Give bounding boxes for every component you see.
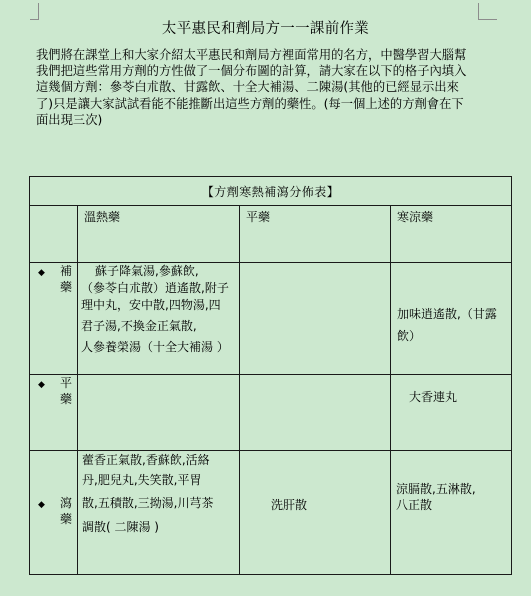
row-label-tonify-text: 補藥 bbox=[60, 264, 73, 294]
formula-line: 藿香正氣散,香蘇飲,活絡 bbox=[82, 453, 210, 467]
formula-line: 洗肝散 bbox=[271, 498, 308, 512]
header-corner-cell[interactable] bbox=[30, 206, 78, 263]
intro-line: 我們把這些常用方劑的方性做了一個分布圖的計算，請大家在以下的格子內填入 bbox=[36, 64, 467, 79]
column-header-warm-label: 溫熱藥 bbox=[84, 210, 121, 224]
column-header-warm[interactable] bbox=[78, 206, 240, 263]
formula-line: 加味逍遙散,（甘露 bbox=[397, 307, 497, 321]
diamond-bullet-icon: ◆ bbox=[38, 500, 45, 510]
cell-tonify-cold[interactable] bbox=[391, 263, 512, 375]
cell-neutral-cold[interactable] bbox=[391, 375, 512, 451]
formula-line: 調散( 二陳湯 ) bbox=[82, 520, 159, 534]
row-label-neutral[interactable] bbox=[30, 375, 78, 451]
formula-line: 丹,肥兒丸,失笑散,平胃 bbox=[82, 473, 202, 487]
column-header-cold[interactable] bbox=[391, 206, 512, 263]
cell-purge-warm-text bbox=[78, 451, 239, 539]
column-header-neutral[interactable] bbox=[240, 206, 391, 263]
formula-distribution-table bbox=[29, 176, 512, 575]
cell-tonify-warm-text bbox=[78, 263, 239, 356]
cell-tonify-neutral[interactable] bbox=[240, 263, 391, 375]
intro-paragraph bbox=[36, 47, 484, 128]
row-label-neutral-text: 平藥 bbox=[60, 376, 73, 406]
table-caption-cell bbox=[30, 177, 512, 206]
intro-line: 這幾個方劑：參苓白朮散、甘露飲、十全大補湯、二陳湯(其他的已經显示出來 bbox=[36, 80, 459, 95]
column-header-cold-label: 寒涼藥 bbox=[397, 210, 434, 224]
column-header-neutral-label: 平藥 bbox=[246, 210, 271, 224]
formula-line: 八正散 bbox=[396, 498, 433, 512]
cell-neutral-warm[interactable] bbox=[78, 375, 240, 451]
formula-line: 飲） bbox=[397, 329, 422, 343]
cell-purge-warm[interactable] bbox=[78, 451, 240, 575]
table-caption: 【方劑寒熱補瀉分佈表】 bbox=[201, 185, 340, 199]
intro-line: 面出現三次) bbox=[36, 112, 103, 127]
row-label-purge-text: 瀉藥 bbox=[60, 496, 73, 526]
cell-neutral-neutral[interactable] bbox=[240, 375, 391, 451]
row-label-purge[interactable] bbox=[30, 451, 78, 575]
document-title: 太平惠民和劑局方一一課前作業 bbox=[161, 21, 370, 37]
intro-line: 了)只是讓大家試試看能不能推斷出這些方劑的藥性。(每一個上述的方劑會在下 bbox=[36, 96, 464, 111]
cell-purge-cold-text bbox=[391, 451, 511, 513]
diamond-bullet-icon: ◆ bbox=[38, 380, 45, 390]
formula-line: 人參養榮湯（十全大補湯 ） bbox=[81, 340, 229, 354]
formula-line: 理中丸，安中散,四物湯,四 bbox=[81, 298, 221, 312]
cell-tonify-cold-text bbox=[391, 263, 511, 347]
formula-line: 涼膈散,五淋散, bbox=[396, 482, 476, 496]
formula-line: 蘇子降氣湯,參蘇飲, bbox=[95, 264, 199, 278]
formula-line: 散,五積散,三拗湯,川芎茶 bbox=[82, 496, 214, 510]
formula-line: 君子湯,不換金正氣散, bbox=[81, 319, 197, 333]
cell-purge-neutral[interactable] bbox=[240, 451, 391, 575]
row-label-tonify[interactable] bbox=[30, 263, 78, 375]
formula-line: 大香連丸 bbox=[409, 390, 458, 404]
formula-line: （參苓白朮散）逍遙散,附子 bbox=[81, 281, 229, 295]
cell-purge-cold[interactable] bbox=[391, 451, 512, 575]
diamond-bullet-icon: ◆ bbox=[38, 268, 45, 278]
intro-line: 我們將在課堂上和大家介紹太平惠民和劑局方裡面常用的名方，中醫學習大腦幫 bbox=[36, 48, 467, 62]
cell-tonify-warm[interactable] bbox=[78, 263, 240, 375]
